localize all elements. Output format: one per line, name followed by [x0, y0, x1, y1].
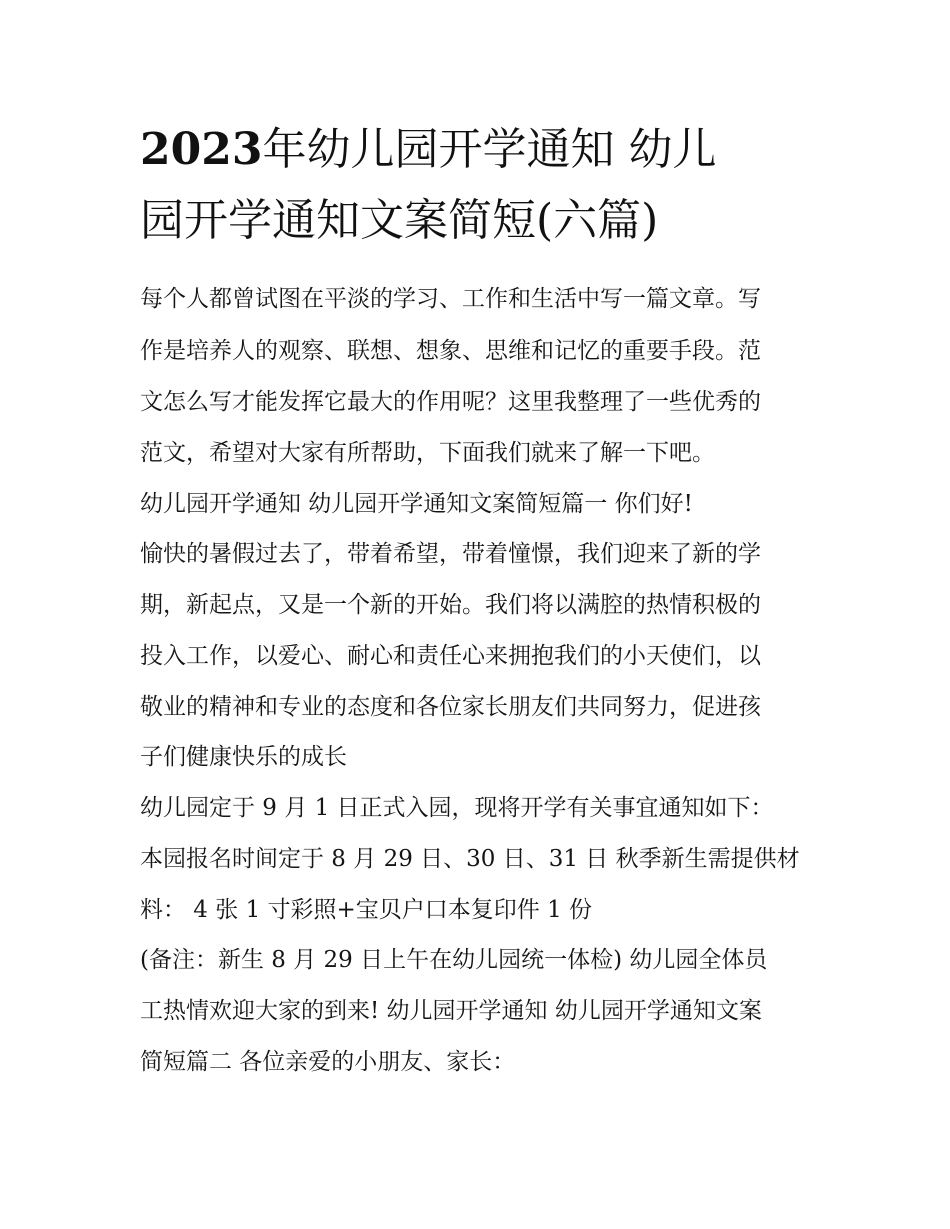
document-title-line-1: [140, 124, 717, 175]
text-line: 子们健康快乐的成长: [140, 744, 347, 770]
text-line: 工热情欢迎大家的到来! 幼儿园开学通知 幼儿园开学通知文案: [140, 998, 762, 1024]
text-line: 作是培养人的观察、联想、想象、思维和记忆的重要手段。范: [140, 338, 761, 364]
text-line: 简短篇二 各位亲爱的小朋友、家长：: [140, 1049, 516, 1075]
document-title-line-2: 园开学通知文案简短(六篇): [140, 195, 659, 246]
text-line: 幼儿园开学通知 幼儿园开学通知文案简短篇一 你们好!: [140, 491, 693, 517]
text-line: 敬业的精神和专业的态度和各位家长朋友们共同努力，促进孩: [140, 694, 761, 720]
title-text: 年幼儿园开学通知 幼儿: [262, 124, 717, 175]
text-line: 愉快的暑假过去了，带着希望，带着憧憬，我们迎来了新的学: [140, 541, 761, 567]
title-year: 2023: [140, 124, 263, 175]
text-line: 文怎么写才能发挥它最大的作用呢？这里我整理了一些优秀的: [140, 389, 761, 415]
text-line: 幼儿园定于 9 月 1 日正式入园，现将开学有关事宜通知如下：: [140, 795, 774, 821]
text-line: 料： 4 张 1 寸彩照+宝贝户口本复印件 1 份: [140, 897, 593, 923]
text-line: (备注：新生 8 月 29 日上午在幼儿园统一体检) 幼儿园全体员: [140, 947, 768, 973]
text-line: 范文，希望对大家有所帮助，下面我们就来了解一下吧。: [140, 440, 715, 466]
text-line: 本园报名时间定于 8 月 29 日、30 日、31 日 秋季新生需提供材: [140, 846, 800, 872]
text-line: 期，新起点，又是一个新的开始。我们将以满腔的热情积极的: [140, 592, 761, 618]
text-line: 每个人都曾试图在平淡的学习、工作和生活中写一篇文章。写: [140, 286, 761, 312]
text-line: 投入工作，以爱心、耐心和责任心来拥抱我们的小天使们，以: [140, 643, 761, 669]
